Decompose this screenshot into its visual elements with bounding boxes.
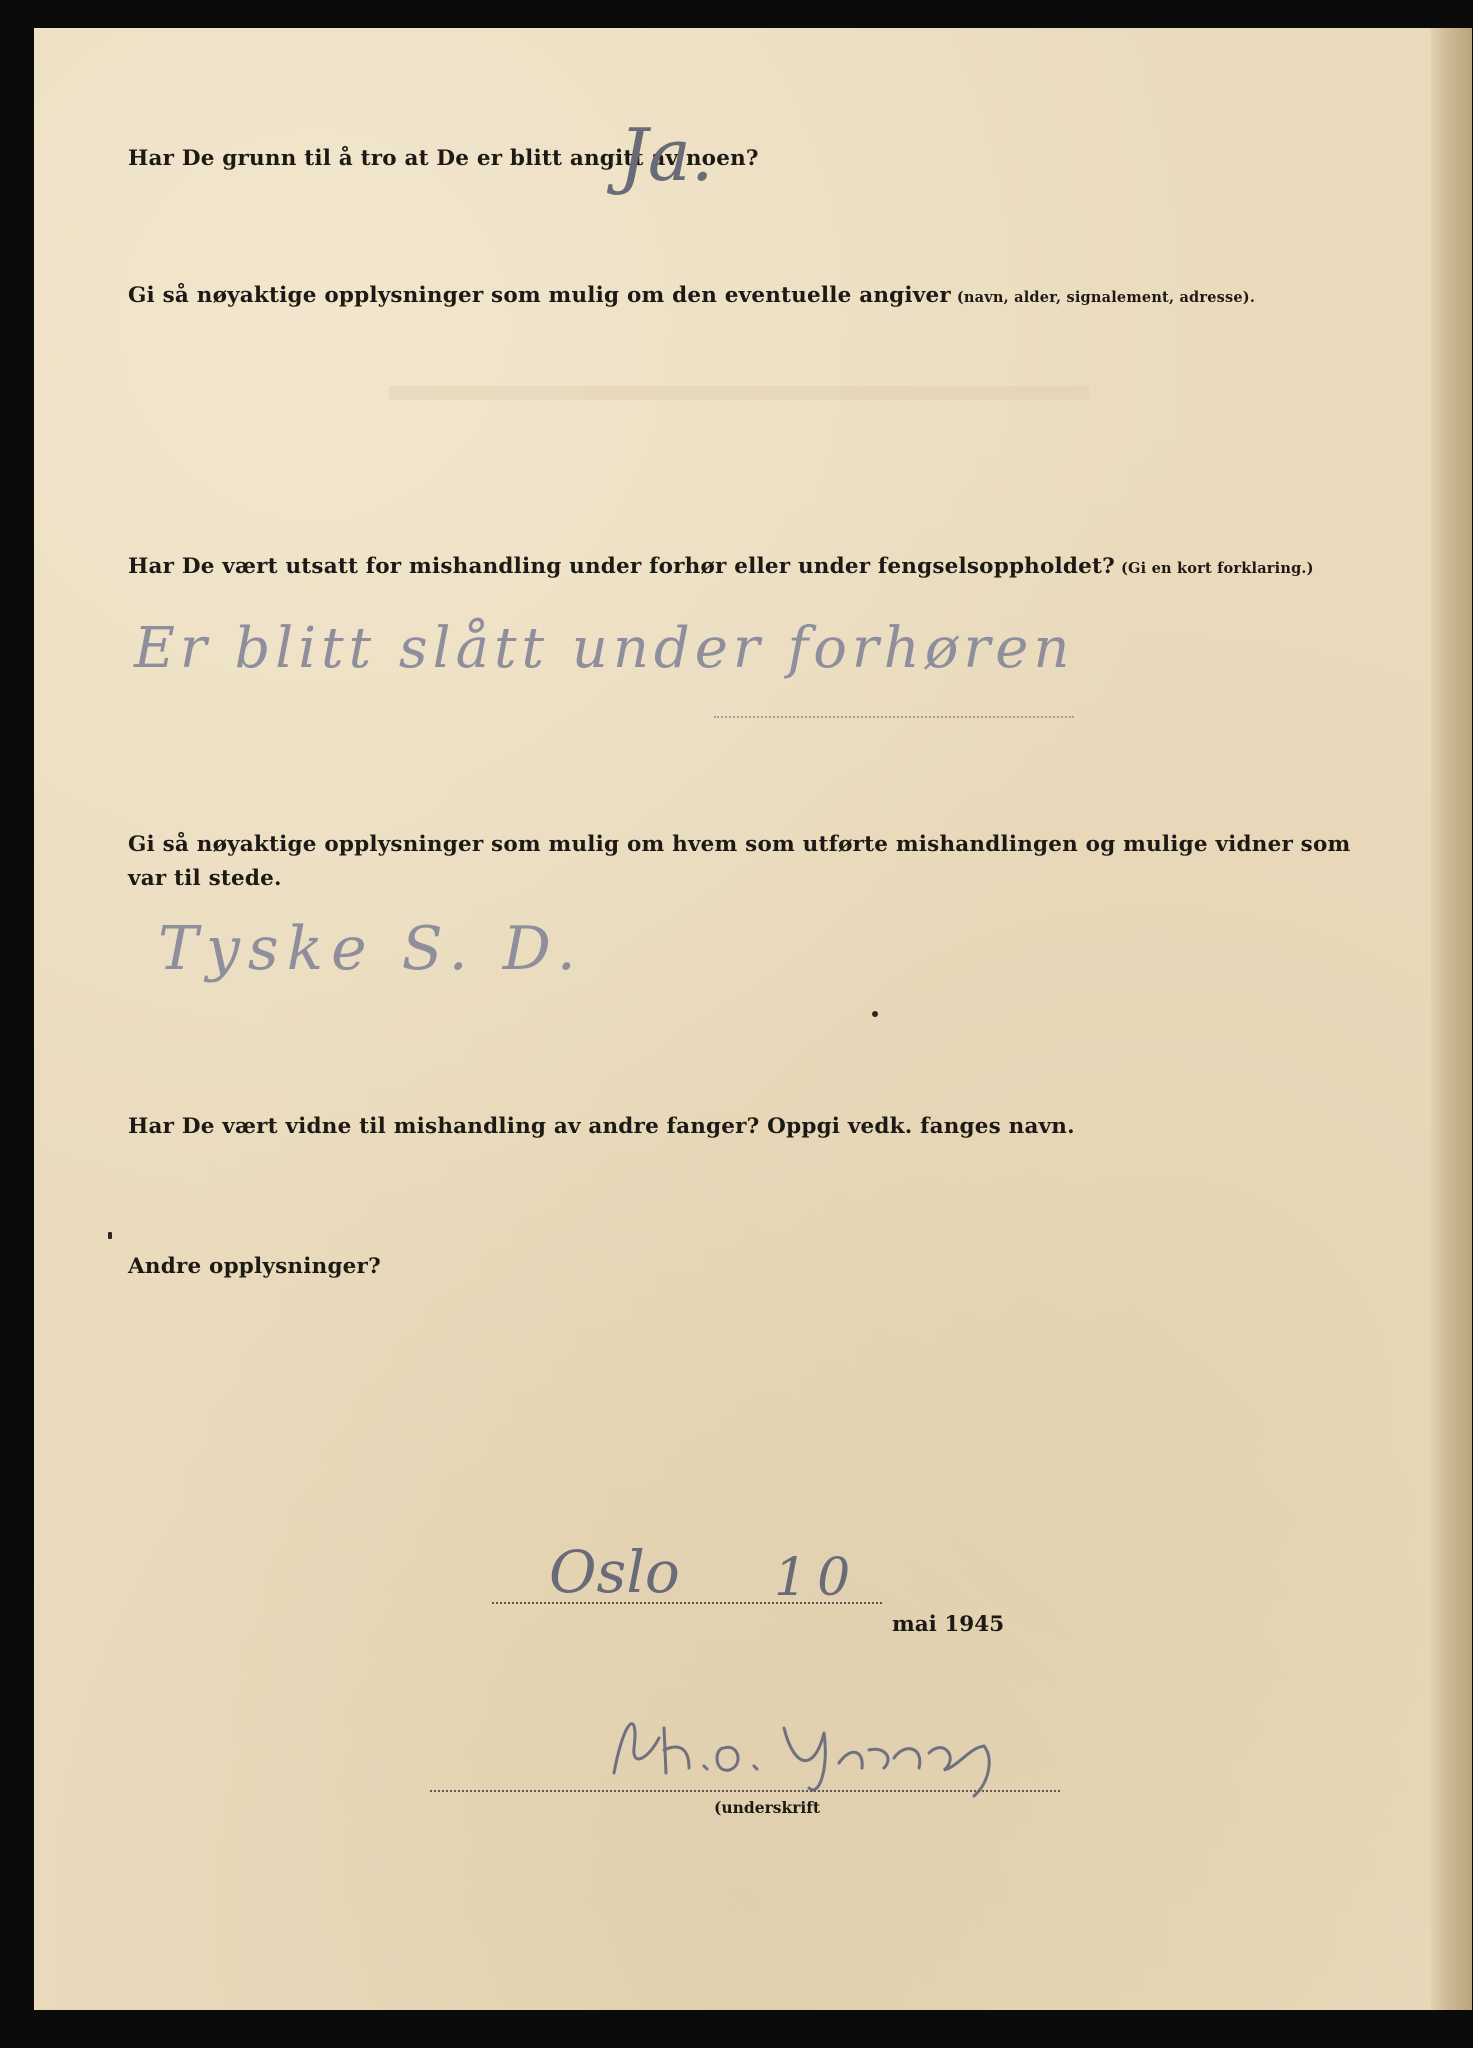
signature-dotted-line: [430, 1790, 1060, 1792]
question-3-note: (Gi en kort forklaring.): [1120, 560, 1314, 577]
question-2: [128, 283, 1255, 308]
show-through-mark: [389, 378, 1109, 408]
form-page: [34, 28, 1434, 2010]
signature-label: (underskrift: [714, 1798, 821, 1817]
ink-speck: [872, 1011, 878, 1017]
answer-3: Er blitt slått under forhøren: [134, 616, 1075, 681]
answer-3-dotted-line: [714, 716, 1074, 718]
date-printed: mai 1945: [892, 1612, 1005, 1637]
show-through-shape: [389, 378, 1109, 408]
question-2-note: (navn, alder, signalement, adresse).: [956, 289, 1256, 306]
question-5: Har De vært vidne til mishandling av andre fanger? Oppgi vedk. fanges navn.: [128, 1114, 1075, 1139]
date-dotted-line: [492, 1602, 882, 1604]
date-day: 10: [774, 1548, 861, 1608]
date-place: Oslo: [549, 1538, 680, 1606]
answer-4: Tyske S. D.: [158, 914, 584, 984]
question-1: Har De grunn til å tro at De er blitt angitt av noen?: [128, 146, 759, 171]
margin-mark: [108, 1232, 112, 1239]
question-2-text: Gi så nøyaktige opplysninger som mulig om den eventuelle angiver: [128, 283, 951, 308]
signature-image: [594, 1688, 1054, 1798]
page-edge: [1431, 28, 1472, 2010]
question-6: Andre opplysninger?: [128, 1254, 381, 1279]
question-3-text: Har De vært utsatt for mishandling under forhør eller under fengselsoppholdet?: [128, 554, 1115, 579]
question-4: Gi så nøyaktige opplysninger som mulig om hvem som utførte mishandlingen og mulige vidner som var til stede.: [128, 832, 1351, 891]
question-3: [128, 554, 1314, 579]
answer-1: Ja.: [619, 113, 714, 197]
